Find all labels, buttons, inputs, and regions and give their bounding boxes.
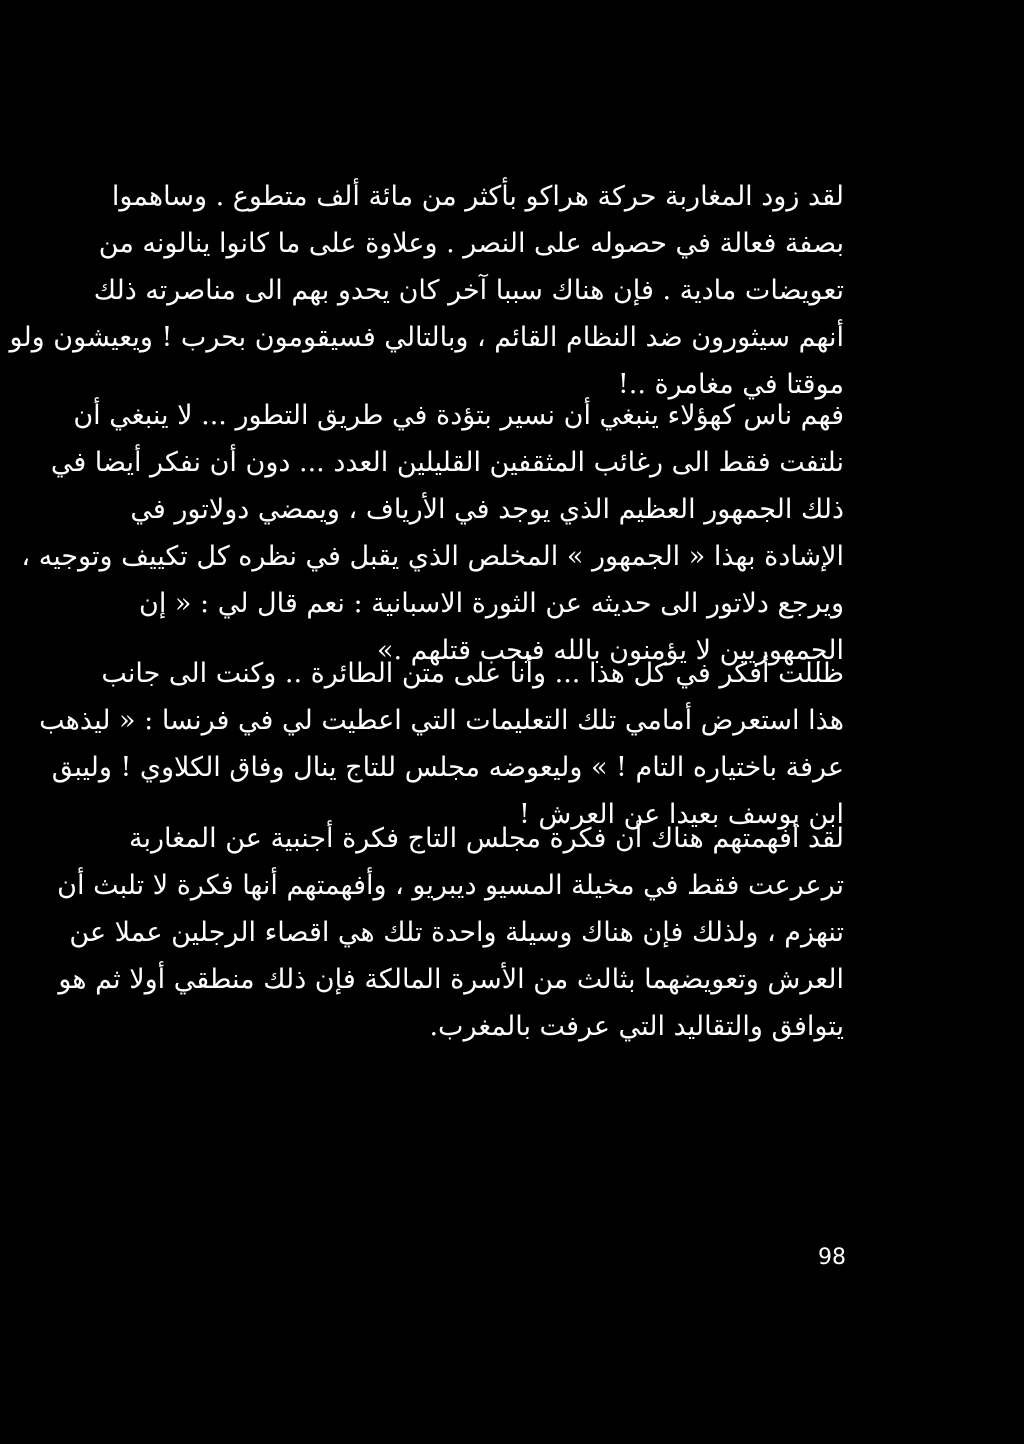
text-line: هذا استعرض أمامي تلك التعليمات التي اعطيت لي في فرنسا : « ليذهب — [39, 705, 844, 736]
text-line: أنهم سيثورون ضد النظام القائم ، وبالتالي فسيقومون بحرب ! ويعيشون ولو — [9, 322, 844, 353]
text-line: بصفة فعالة في حصوله على النصر . وعلاوة على ما كانوا ينالونه من — [98, 228, 844, 259]
text-line: لقد زود المغاربة حركة هراكو بأكثر من مائة ألف متطوع . وساهموا — [111, 181, 844, 212]
paragraph-1 — [9, 173, 844, 408]
text-line: تنهزم ، ولذلك فإن هناك وسيلة واحدة تلك هي اقصاء الرجلين عملا عن — [69, 917, 844, 948]
text-line: ذلك الجمهور العظيم الذي يوجد في الأرياف ، ويمضي دولاتور في — [130, 494, 844, 525]
text-line: عرفة باختياره التام ! » وليعوضه مجلس للتاج ينال وفاق الكلاوي ! وليبق — [51, 752, 844, 783]
text-line: ابن يوسف بعيدا عن العرش ! — [518, 799, 844, 830]
text-line: موقتا في مغامرة ..! — [617, 369, 844, 400]
paragraph-3 — [39, 650, 844, 838]
text-line: الإشادة بهذا « الجمهور » المخلص الذي يقبل في نظره كل تكييف وتوجيه ، — [21, 541, 844, 572]
text-line: لقد أفهمتهم هناك أن فكرة مجلس التاج فكرة أجنبية عن المغاربة — [129, 823, 844, 854]
text-line: يتوافق والتقاليد التي عرفت بالمغرب. — [429, 1011, 844, 1042]
text-line: ظللت أفكر في كل هذا ... وأنا على متن الطائرة .. وكنت الى جانب — [101, 658, 844, 689]
text-line: العرش وتعويضهما بثالث من الأسرة المالكة فإن ذلك منطقي أولا ثم هو — [58, 964, 844, 995]
text-line: تعويضات مادية . فإن هناك سببا آخر كان يحدو بهم الى مناصرته ذلك — [93, 275, 844, 306]
text-line: نلتفت فقط الى رغائب المثقفين القليلين العدد ... دون أن نفكر أيضا في — [50, 447, 844, 478]
page-number: 98 — [818, 1245, 846, 1270]
text-line: ترعرعت فقط في مخيلة المسيو ديبريو ، وأفهمتهم أنها فكرة لا تلبث أن — [57, 870, 844, 901]
text-line: الجمهوريين لا يؤمنون بالله فيجب قتلهم .» — [376, 635, 844, 666]
text-line: فهم ناس كهؤلاء ينبغي أن نسير بتؤدة في طريق التطور ... لا ينبغي أن — [73, 400, 844, 431]
text-line: ويرجع دلاتور الى حديثه عن الثورة الاسبانية : نعم قال لي : « إن — [139, 588, 844, 619]
paragraph-4 — [57, 815, 844, 1050]
